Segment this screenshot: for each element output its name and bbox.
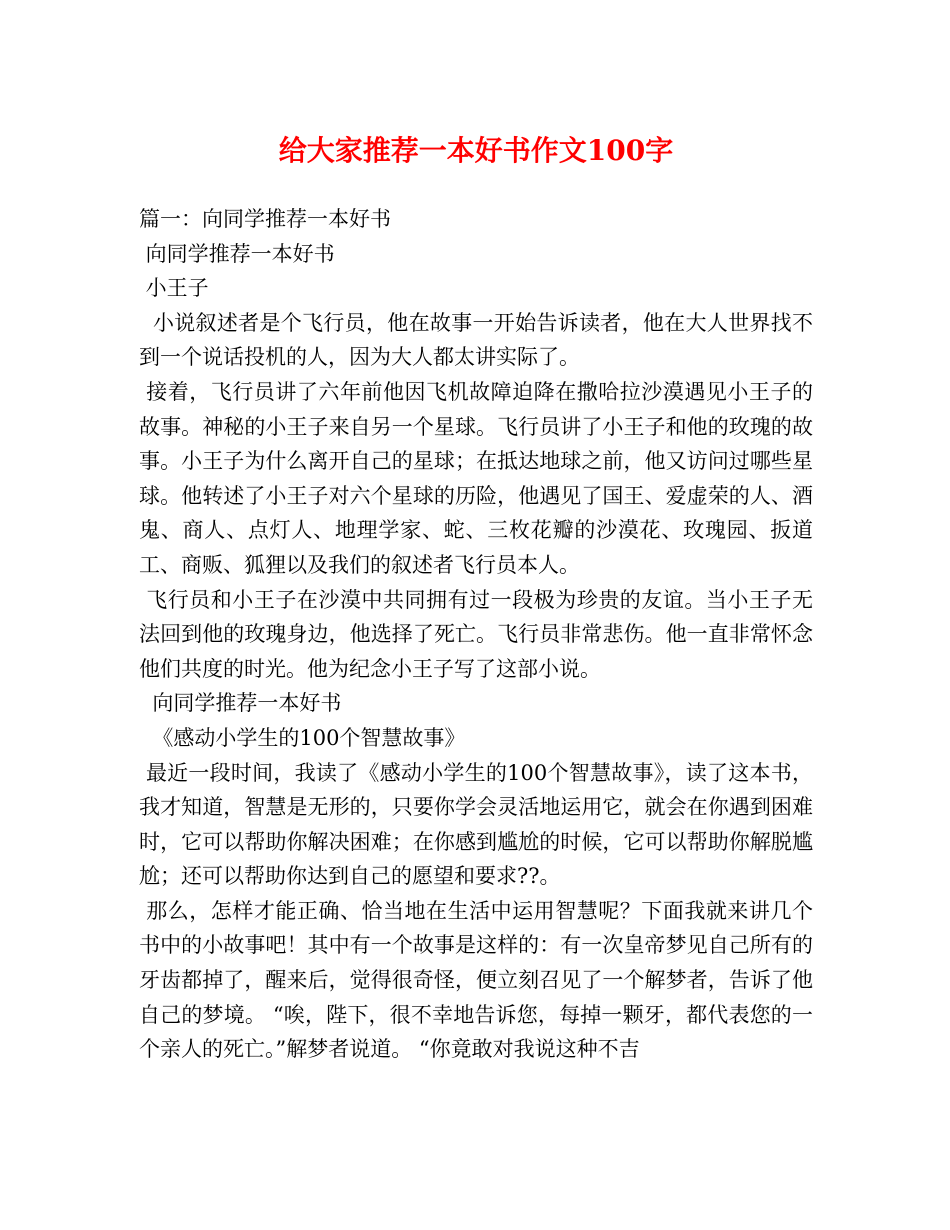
paragraph: 小说叙述者是个飞行员，他在故事一开始告诉读者，他在大人世界找不到一个说话投机的人，因为大人都太讲实际了。 [139, 310, 813, 370]
book-title: 《感动小学生的100个智慧故事》 [139, 725, 466, 750]
section-subtitle: 向同学推荐一本好书 [139, 691, 342, 716]
section-heading: 篇一：向同学推荐一本好书 [139, 207, 391, 231]
book-title: 小王子 [139, 276, 209, 301]
paragraph: 那么，怎样才能正确、恰当地在生活中运用智慧呢？下面我就来讲几个书中的小故事吧！其中有一个故事是这样的：有一次皇帝梦见自己所有的牙齿都掉了，醒来后，觉得很奇怪，便立刻召见了一个解梦者，告诉了他自己的梦境。 “唉，陛下，很不幸地告诉您，每掉一颗牙，都代表您的一个亲人的死亡。”解梦者说道。 “你竟敢对我说这种不吉 [139, 898, 813, 1062]
document-title: 给大家推荐一本好书作文100字 [278, 134, 674, 167]
section-subtitle: 向同学推荐一本好书 [139, 241, 335, 266]
paragraph: 接着，飞行员讲了六年前他因飞机故障迫降在撒哈拉沙漠遇见小王子的故事。神秘的小王子来自另一个星球。飞行员讲了小王子和他的玫瑰的故事。小王子为什么离开自己的星球；在抵达地球之前，他又访问过哪些星球。他转述了小王子对六个星球的历险，他遇见了国王、爱虚荣的人、酒鬼、商人、点灯人、地理学家、蛇、三枚花瓣的沙漠花、玫瑰园、扳道工、商贩、狐狸以及我们的叙述者飞行员本人。 [139, 379, 813, 577]
paragraph: 飞行员和小王子在沙漠中共同拥有过一段极为珍贵的友谊。当小王子无法回到他的玫瑰身边，他选择了死亡。飞行员非常悲伤。他一直非常怀念他们共度的时光。他为纪念小王子写了这部小说。 [139, 587, 813, 681]
paragraph: 最近一段时间，我读了《感动小学生的100个智慧故事》，读了这本书，我才知道，智慧是无形的，只要你学会灵活地运用它，就会在你遇到困难时，它可以帮助你解决困难；在你感到尴尬的时候，它可以帮助你解脱尴尬；还可以帮助你达到自己的愿望和要求??。 [139, 760, 813, 889]
